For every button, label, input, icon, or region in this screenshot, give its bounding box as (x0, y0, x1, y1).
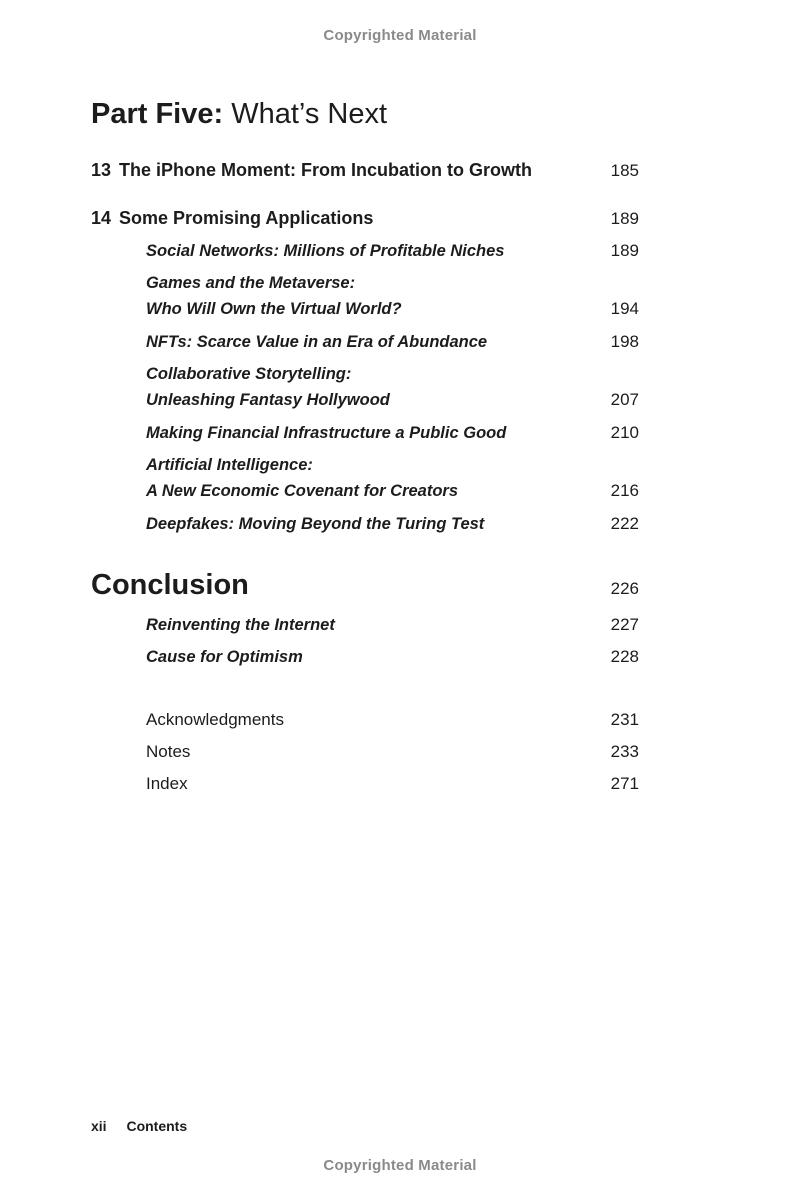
part-label: Part Five: (91, 98, 224, 130)
page-number: 207 (610, 390, 639, 409)
toc-section[interactable] (146, 331, 639, 353)
section-title-line: Collaborative Storytelling: (146, 365, 352, 383)
section-title-line: Unleashing Fantasy Hollywood (146, 391, 390, 409)
back-matter-title: Notes (146, 742, 191, 761)
toc-section[interactable] (146, 361, 639, 413)
page-footer (91, 1118, 187, 1134)
chapter-title: Some Promising Applications (119, 208, 374, 228)
toc-conclusion[interactable] (91, 567, 639, 607)
page-number: 222 (610, 514, 639, 533)
page-number: 189 (610, 241, 639, 260)
section-title-line: Games and the Metaverse: (146, 274, 356, 292)
page-number: 198 (610, 332, 639, 351)
toc-section[interactable] (146, 240, 639, 262)
page-number: 210 (610, 423, 639, 442)
toc-section[interactable] (146, 270, 639, 322)
part-title: What’s Next (231, 98, 388, 130)
chapter-title: The iPhone Moment: From Incubation to Growth (119, 160, 532, 180)
page-number: 185 (610, 161, 639, 180)
back-matter-title: Acknowledgments (146, 710, 284, 729)
section-title: Deepfakes: Moving Beyond the Turing Test (146, 515, 485, 533)
toc-back-matter-notes[interactable] (146, 741, 639, 763)
toc-back-matter-index[interactable] (146, 773, 639, 795)
section-title: NFTs: Scarce Value in an Era of Abundance (146, 333, 488, 351)
page-number: 189 (610, 209, 639, 228)
section-title: Making Financial Infrastructure a Public Good (146, 424, 507, 442)
page-number: 231 (610, 710, 639, 729)
copyright-watermark-top: Copyrighted Material (323, 27, 477, 44)
toc-section[interactable] (146, 513, 639, 535)
section-title-line: Who Will Own the Virtual World? (146, 300, 402, 318)
toc-section[interactable] (146, 452, 639, 504)
toc-section[interactable] (146, 422, 639, 444)
folio-number: xii (91, 1118, 107, 1134)
conclusion-title: Conclusion (91, 569, 249, 601)
page-number: 226 (610, 579, 639, 598)
page-number: 233 (610, 742, 639, 761)
page-number: 216 (610, 481, 639, 500)
page-number: 227 (610, 615, 639, 634)
page-number: 228 (610, 647, 639, 666)
toc-section[interactable] (146, 646, 639, 668)
section-title: Cause for Optimism (146, 648, 303, 666)
section-title: Reinventing the Internet (146, 616, 335, 634)
chapter-number: 13 (91, 160, 112, 180)
toc-chapter-14[interactable] (91, 207, 639, 230)
toc-back-matter-acknowledgments[interactable] (146, 709, 639, 731)
back-matter-title: Index (146, 774, 188, 793)
toc-chapter-13[interactable] (91, 159, 639, 182)
chapter-number: 14 (91, 208, 112, 228)
toc-section[interactable] (146, 614, 639, 636)
section-title-line: A New Economic Covenant for Creators (146, 482, 459, 500)
copyright-watermark-bottom: Copyrighted Material (323, 1157, 477, 1174)
running-head: Contents (126, 1118, 188, 1134)
section-title-line: Artificial Intelligence: (146, 456, 313, 474)
page-number: 271 (610, 774, 639, 793)
part-heading (91, 96, 387, 132)
page-number: 194 (610, 299, 639, 318)
section-title: Social Networks: Millions of Profitable Niches (146, 242, 505, 260)
